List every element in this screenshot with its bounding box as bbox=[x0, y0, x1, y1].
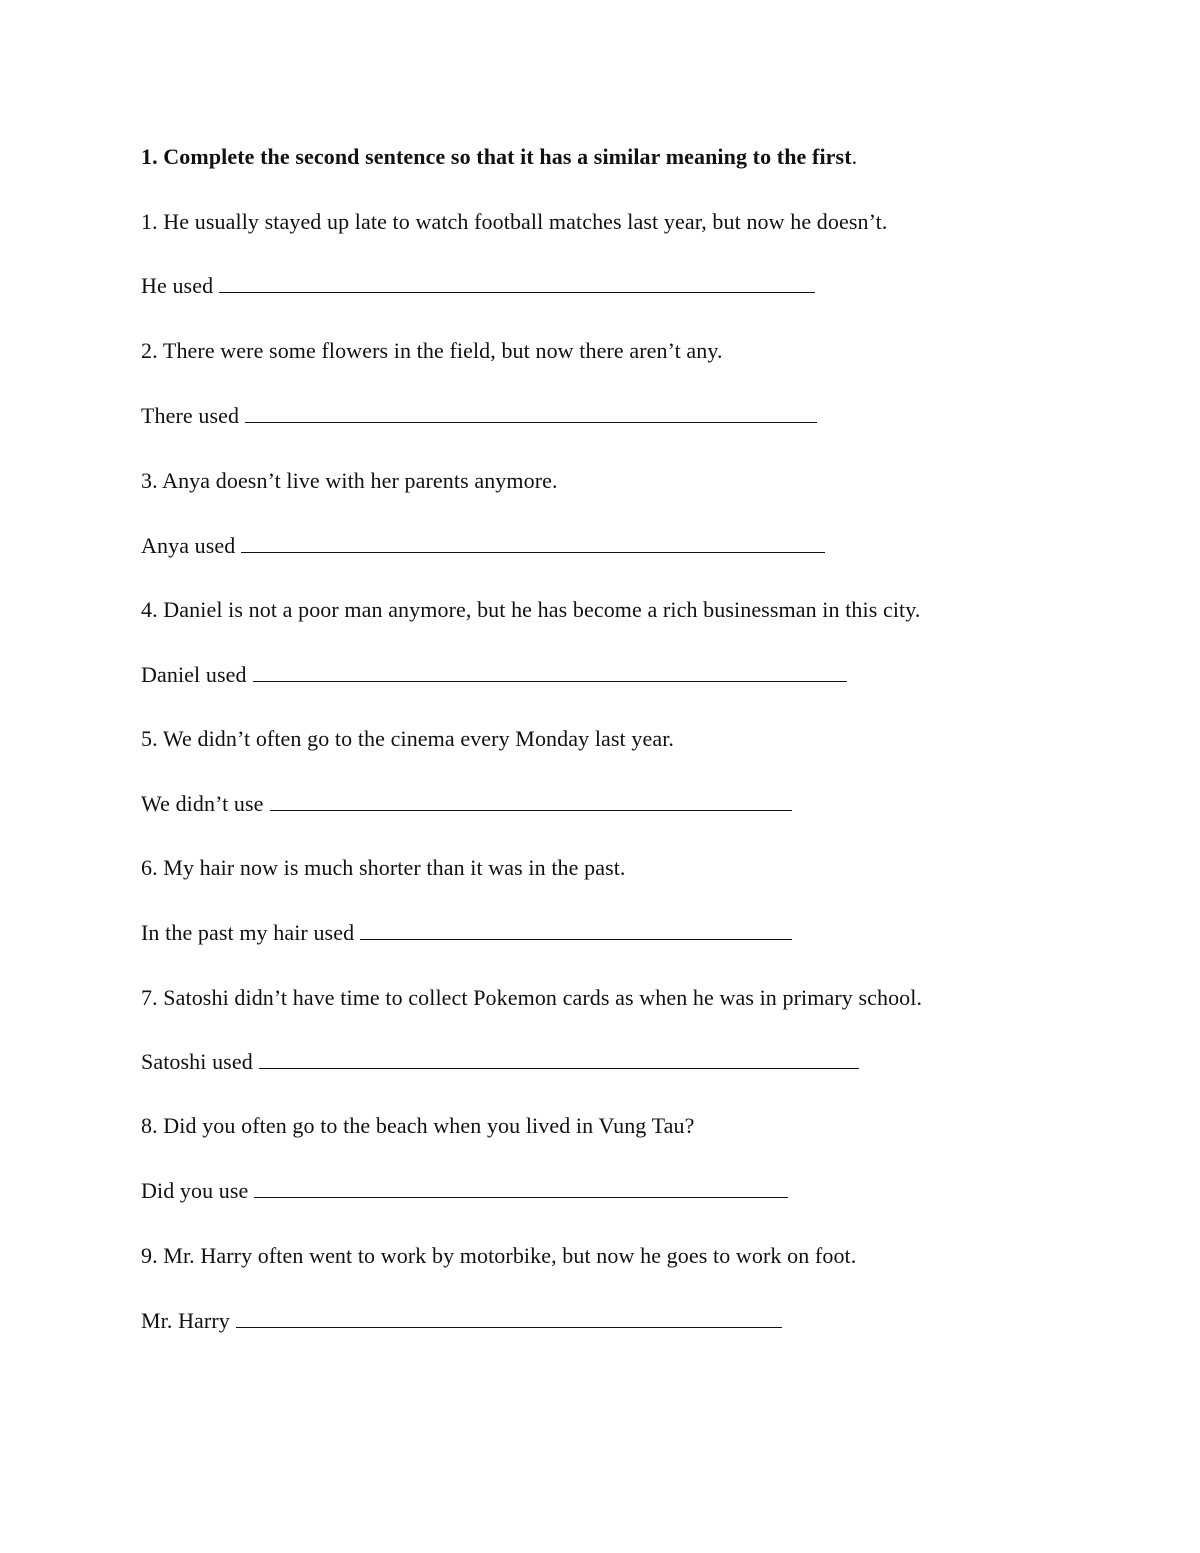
question-6: 6. My hair now is much shorter than it was in the past. bbox=[141, 855, 626, 880]
answer-blank-8[interactable] bbox=[254, 1177, 788, 1198]
question-8: 8. Did you often go to the beach when you lived in Vung Tau? bbox=[141, 1113, 695, 1138]
answer-prompt-8: Did you use bbox=[141, 1178, 249, 1203]
answer-blank-2[interactable] bbox=[245, 402, 817, 423]
answer-prompt-7: Satoshi used bbox=[141, 1049, 253, 1074]
heading-text: 1. Complete the second sentence so that it has a similar meaning to the first bbox=[141, 144, 852, 169]
answer-line-3 bbox=[141, 532, 825, 560]
answer-blank-5[interactable] bbox=[270, 790, 792, 811]
answer-blank-6[interactable] bbox=[360, 919, 792, 940]
answer-line-9 bbox=[141, 1307, 782, 1335]
answer-prompt-4: Daniel used bbox=[141, 662, 247, 687]
exercise-heading bbox=[141, 143, 857, 171]
question-5: 5. We didn’t often go to the cinema every Monday last year. bbox=[141, 726, 675, 751]
answer-prompt-9: Mr. Harry bbox=[141, 1308, 230, 1333]
answer-line-4 bbox=[141, 661, 847, 689]
answer-blank-1[interactable] bbox=[219, 272, 815, 293]
answer-prompt-6: In the past my hair used bbox=[141, 920, 355, 945]
question-9: 9. Mr. Harry often went to work by motorbike, but now he goes to work on foot. bbox=[141, 1243, 857, 1268]
question-1: 1. He usually stayed up late to watch football matches last year, but now he doesn’t. bbox=[141, 209, 888, 234]
answer-line-8 bbox=[141, 1177, 788, 1205]
answer-prompt-3: Anya used bbox=[141, 533, 236, 558]
answer-line-5 bbox=[141, 790, 792, 818]
question-7: 7. Satoshi didn’t have time to collect Pokemon cards as when he was in primary school. bbox=[141, 985, 923, 1010]
question-4: 4. Daniel is not a poor man anymore, but he has become a rich businessman in this city. bbox=[141, 597, 921, 622]
answer-line-7 bbox=[141, 1048, 859, 1076]
answer-blank-3[interactable] bbox=[241, 532, 825, 553]
answer-blank-4[interactable] bbox=[253, 661, 847, 682]
answer-prompt-1: He used bbox=[141, 273, 214, 298]
question-3: 3. Anya doesn’t live with her parents anymore. bbox=[141, 468, 558, 493]
heading-end: . bbox=[851, 144, 858, 169]
answer-blank-9[interactable] bbox=[236, 1307, 782, 1328]
question-2: 2. There were some flowers in the field, but now there aren’t any. bbox=[141, 338, 723, 363]
answer-line-2 bbox=[141, 402, 817, 430]
answer-blank-7[interactable] bbox=[259, 1048, 859, 1069]
answer-prompt-5: We didn’t use bbox=[141, 791, 264, 816]
answer-line-1 bbox=[141, 272, 815, 300]
answer-prompt-2: There used bbox=[141, 403, 240, 428]
answer-line-6 bbox=[141, 919, 792, 947]
